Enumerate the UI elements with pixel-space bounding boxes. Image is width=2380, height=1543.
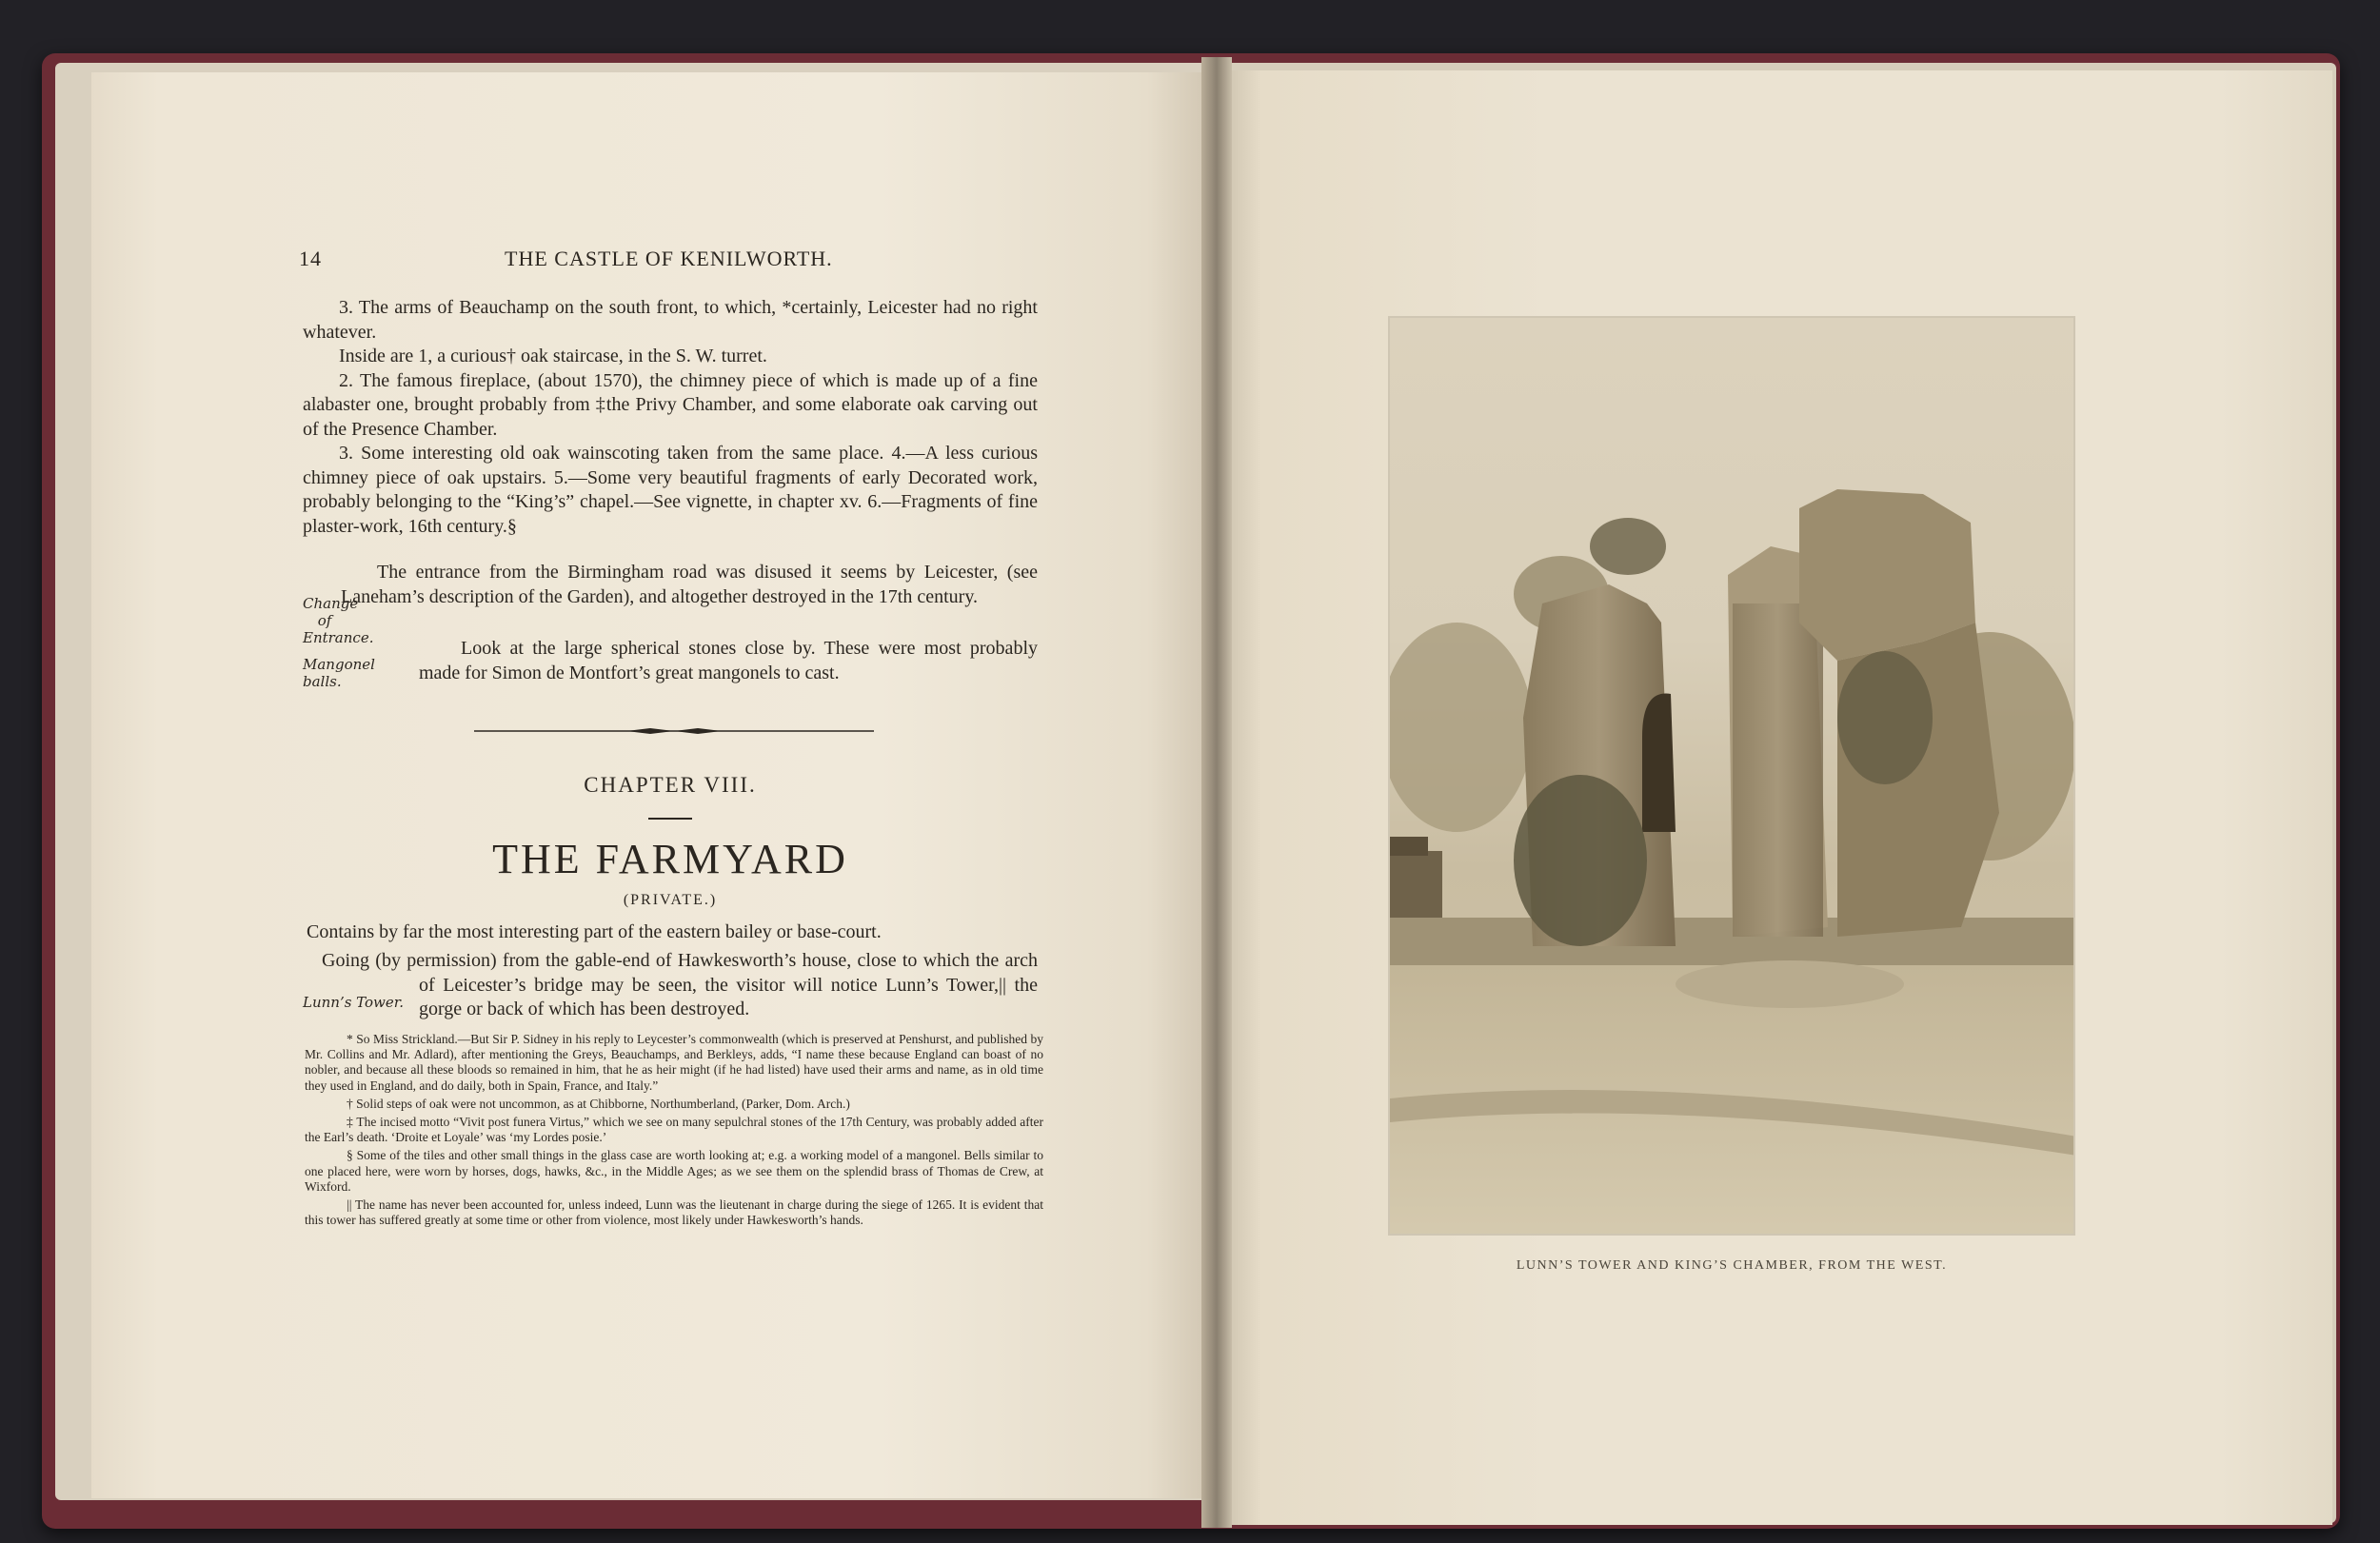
paragraph: Contains by far the most interesting part of the eastern bailey or base-court. — [307, 921, 882, 942]
paragraph: 3. The arms of Beauchamp on the south front, to which, *certainly, Leicester had no right whatever. — [303, 297, 1038, 343]
footnote: † Solid steps of oak were not uncommon, as at Chibborne, Northumberland, (Parker, Dom. Arch.) — [347, 1096, 850, 1111]
page-number: 14 — [299, 247, 322, 270]
footnote: ‡ The incised motto “Vivit post funera Virtus,” which we see on many sepulchral stones of the 17th Century, was probably added after the Earl’s death. ‘Droite et Loyale’ was ‘my Lordes posie.’ — [305, 1115, 1043, 1145]
book-gutter — [1201, 57, 1232, 1528]
mangonel-paragraph — [419, 637, 1038, 685]
margin-note-mangonel: Mangonel balls. — [303, 656, 375, 690]
footnote: || The name has never been accounted for, unless indeed, Lunn was the lieutenant in charge during the siege of 1265. It is evident that this tower has suffered greatly at some time or other from violence, most likely under Hawkesworth’s hands. — [305, 1197, 1043, 1228]
tower-illustration — [1390, 318, 2075, 1236]
photo-caption: LUNN’S TOWER AND KING’S CHAMBER, FROM THE WEST. — [1516, 1258, 1948, 1273]
tower-photograph — [1388, 316, 2075, 1236]
paragraph: Inside are 1, a curious† oak staircase, in the S. W. turret. — [339, 346, 767, 366]
paragraph: 3. Some interesting old oak wainscoting taken from the same place. 4.—A less curious chimney piece of oak upstairs. 5.—Some very beautiful fragments of early Decorated work, probably belonging to the “King’s” chapel.—See vignette, in chapter xv. 6.—Fragments of fine plaster-work, 16th century.§ — [303, 443, 1038, 537]
paragraph: Look at the large spherical stones close by. These were most probably made for Simon de Montfort’s great mangonels to cast. — [419, 638, 1038, 683]
ornamental-rule — [474, 726, 874, 736]
entrance-paragraph — [341, 561, 1038, 609]
margin-note-lunn: Lunn’s Tower. — [303, 994, 405, 1011]
chapter-dash — [648, 818, 692, 820]
footnotes — [305, 1032, 1043, 1231]
footnote: § Some of the tiles and other small things in the glass case are worth looking at; e.g. a working model of a mangonel. Bells similar to one placed here, were worn by horses, dogs, hawks, &c., in the Middle Ages; as we see them on the splendid brass of Thomas de Crew, at Wixford. — [305, 1148, 1043, 1194]
top-paragraphs — [303, 296, 1038, 539]
chapter-label: CHAPTER VIII. — [584, 773, 757, 797]
paragraph: The entrance from the Birmingham road was disused it seems by Leicester, (see Laneham’s description of the Garden), and altogether destroyed in the 17th century. — [341, 562, 1038, 607]
chapter-title: THE FARMYARD — [492, 836, 848, 882]
farmyard-paragraph-2 — [322, 949, 1038, 1022]
paragraph: Going (by permission) from the gable-end of Hawkesworth’s house, close to which the arch of Leicester’s bridge may be seen, the visitor will notice Lunn’s Tower,|| the gorge or back of which has been destroyed. — [322, 950, 1038, 1019]
farmyard-paragraph-1 — [303, 920, 1038, 945]
running-title: THE CASTLE OF KENILWORTH. — [505, 247, 833, 270]
footnote: * So Miss Strickland.—But Sir P. Sidney in his reply to Leycester’s commonwealth (which is preserved at Penshurst, and published by Mr. Collins and Mr. Adlard), after mentioning the Greys, Beauchamps, and Berkleys, adds, “I name these because England can boast of no nobler, and because all these bloods so remained in him, that he as heir might (if he had listed) have used their arms and name, as in old time they used in England, and do daily, both in Spain, France, and Italy.” — [305, 1032, 1043, 1093]
paragraph: 2. The famous fireplace, (about 1570), the chimney piece of which is made up of a fine alabaster one, brought probably from ‡the Privy Chamber, and some elaborate oak carving out of the Presence Chamber. — [303, 369, 1038, 440]
chapter-subtitle: (PRIVATE.) — [623, 892, 718, 908]
margin-note-entrance: Change of Entrance. — [303, 595, 374, 646]
